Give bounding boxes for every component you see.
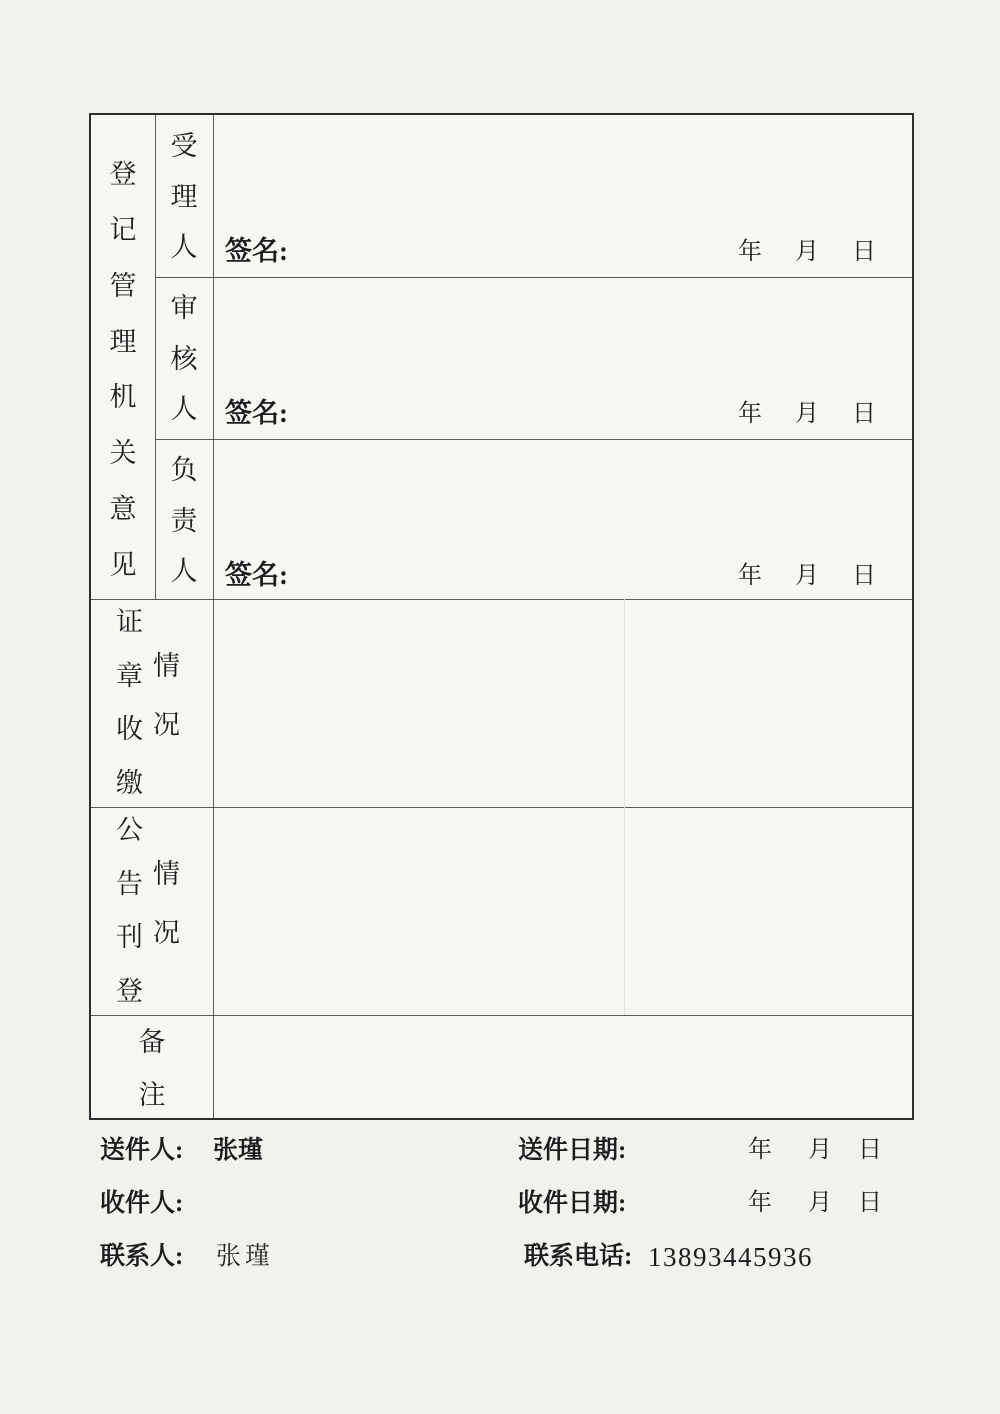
announcement-publication-content: [213, 807, 912, 1015]
remarks-label: 备 注: [138, 1027, 166, 1110]
reviewer-date-group: [738, 401, 876, 429]
receiver-label: 收件人:: [100, 1190, 184, 1217]
footer-row-sender: [0, 1137, 1000, 1171]
person-in-charge-signature-cell: [213, 439, 912, 601]
phone-label: 联系电话:: [524, 1243, 633, 1270]
receive-date-month: 月: [808, 1190, 832, 1216]
receive-date-label: 收件日期:: [518, 1190, 627, 1217]
footer-row-receiver: [0, 1190, 1000, 1224]
send-date-label: 送件日期:: [518, 1137, 627, 1164]
sender-label: 送件人:: [100, 1137, 184, 1164]
registration-authority-table: [89, 113, 914, 1120]
section-registration-authority-opinion: [91, 115, 155, 599]
receive-date-year: 年: [748, 1190, 772, 1216]
remarks-label-cell: [91, 1015, 213, 1118]
role-cell-person-in-charge: [155, 439, 213, 601]
sender-value: 张瑾: [213, 1137, 264, 1164]
reviewer-sign-label: 签名:: [225, 398, 288, 429]
acceptor-date-month: 月: [795, 238, 819, 265]
reviewer-date-day: 日: [852, 400, 876, 427]
announcement-publication-label-cell: [91, 807, 213, 1015]
reviewer-date-month: 月: [795, 400, 819, 427]
send-date-month: 月: [808, 1137, 832, 1163]
cert-seal-collection-sublabel: 情 况: [153, 651, 180, 740]
cert-seal-collection-label: 证 章 收 缴: [116, 607, 143, 798]
role-cell-acceptor: [155, 115, 213, 277]
reviewer-role-label: 审 核 人: [170, 293, 198, 424]
remarks-content: [213, 1015, 912, 1118]
person-in-charge-date-group: [738, 563, 876, 591]
role-cell-reviewer: [155, 277, 213, 439]
acceptor-date-year: 年: [738, 238, 762, 265]
person-in-charge-sign-label: 签名:: [225, 560, 288, 591]
announcement-publication-sublabel: 情 况: [153, 859, 180, 948]
acceptor-role-label: 受 理 人: [170, 131, 198, 262]
person-in-charge-role-label: 负 责 人: [170, 455, 198, 586]
cert-seal-collection-content: [213, 599, 912, 807]
acceptor-date-day: 日: [852, 238, 876, 265]
registration-authority-opinion-label: 登 记 管 理 机 关 意 见: [109, 159, 137, 580]
acceptor-signature-cell: [213, 115, 912, 277]
cert-seal-collection-label-cell: [91, 599, 213, 807]
reviewer-date-year: 年: [738, 400, 762, 427]
contact-label: 联系人:: [100, 1243, 184, 1270]
acceptor-sign-label: 签名:: [225, 236, 288, 267]
contact-value: 张瑾: [216, 1243, 275, 1270]
send-date-day: 日: [858, 1137, 882, 1163]
reviewer-signature-cell: [213, 277, 912, 439]
acceptor-date-group: [738, 239, 876, 267]
send-date-year: 年: [748, 1137, 772, 1163]
receive-date-day: 日: [858, 1190, 882, 1216]
person-in-charge-date-month: 月: [795, 562, 819, 589]
phone-value: 13893445936: [648, 1242, 813, 1272]
person-in-charge-date-year: 年: [738, 562, 762, 589]
person-in-charge-date-day: 日: [852, 562, 876, 589]
announcement-publication-label: 公 告 刊 登: [116, 815, 143, 1006]
footer-row-contact: [0, 1243, 1000, 1277]
